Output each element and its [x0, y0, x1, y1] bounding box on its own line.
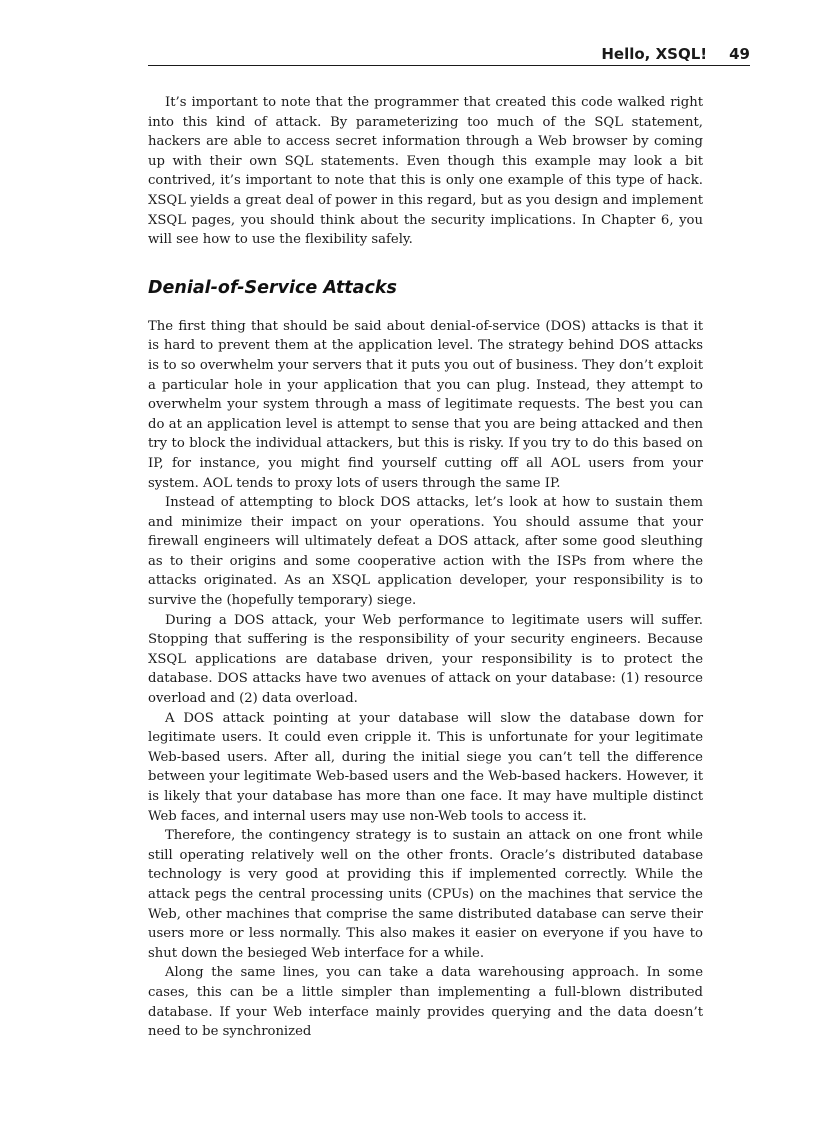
body-paragraph: Along the same lines, you can take a data warehousing approach. In some cases, this can be a little simpler than implementing a full-blown distributed database. If your Web interface mainly provides querying and the data doesn’t need to be synchronized — [148, 965, 703, 1040]
body-paragraph: A DOS attack pointing at your database will slow the database down for legitimate users. It could even cripple it. This is unfortunate for your legitimate Web-based users. After all, during the initial siege you can’t tell the difference between your legitimate Web-based users and the Web-based hackers. However, it is likely that your database has more than one face. It may have multiple distinct Web faces, and internal users may use non-Web tools to access it. — [148, 710, 703, 824]
body-paragraph: During a DOS attack, your Web performance to legitimate users will suffer. Stopping that suffering is the responsibility of your security engineers. Because XSQL applications are database driven, your responsibility is to protect the database. DOS attacks have two avenues of attack on your database: (1) resource overload and (2) data overload. — [148, 612, 703, 707]
body-paragraph: Instead of attempting to block DOS attacks, let’s look at how to sustain them and minimize their impact on your operations. You should assume that your firewall engineers will ultimately defeat a DOS attack, after some good sleuthing as to their origins and some cooperative action with the ISPs from where the attacks originated. As an XSQL application developer, your responsibility is to survive the (hopefully temporary) siege. — [148, 495, 703, 609]
running-head-title: Hello, XSQL! — [601, 45, 708, 63]
body-paragraph: Therefore, the contingency strategy is to sustain an attack on one front while still operating relatively well on the other fronts. Oracle’s distributed database technology is very good at providing this if implemented correctly. While the attack pegs the central processing units (CPUs) on the machines that service the Web, other machines that comprise the same distributed database can serve their users more or less normally. This also makes it easier on everyone if you have to shut down the besieged Web interface for a while. — [148, 828, 703, 961]
page-number: 49 — [729, 45, 750, 63]
intro-paragraph: It’s important to note that the programmer that created this code walked right into this kind of attack. By parameterizing too much of the SQL statement, hackers are able to access secret information through a Web browser by coming up with their own SQL statements. Even though this example may look a bit contrived, it’s important to note that this is only one example of this type of hack. XSQL yields a great deal of power in this regard, but as you design and implement XSQL pages, you should think about the security implications. In Chapter 6, you will see how to use the flexibility safely. — [148, 95, 703, 248]
body-paragraph: The first thing that should be said about denial-of-service (DOS) attacks is that it is hard to prevent them at the application level. The strategy behind DOS attacks is to so overwhelm your servers that it puts you out of business. They don’t exploit a particular hole in your application that you can plug. Instead, they attempt to overwhelm your system through a mass of legitimate requests. The best you can do at an application level is attempt to sense that you are being attacked and then try to block the individual attackers, but this is risky. If you try to do this based on IP, for instance, you might find yourself cutting off all AOL users from your system. AOL tends to proxy lots of users through the same IP. — [148, 318, 703, 491]
section-heading: Denial-of-Service Attacks — [148, 277, 397, 298]
page-body — [148, 93, 703, 1042]
running-header — [148, 38, 750, 66]
